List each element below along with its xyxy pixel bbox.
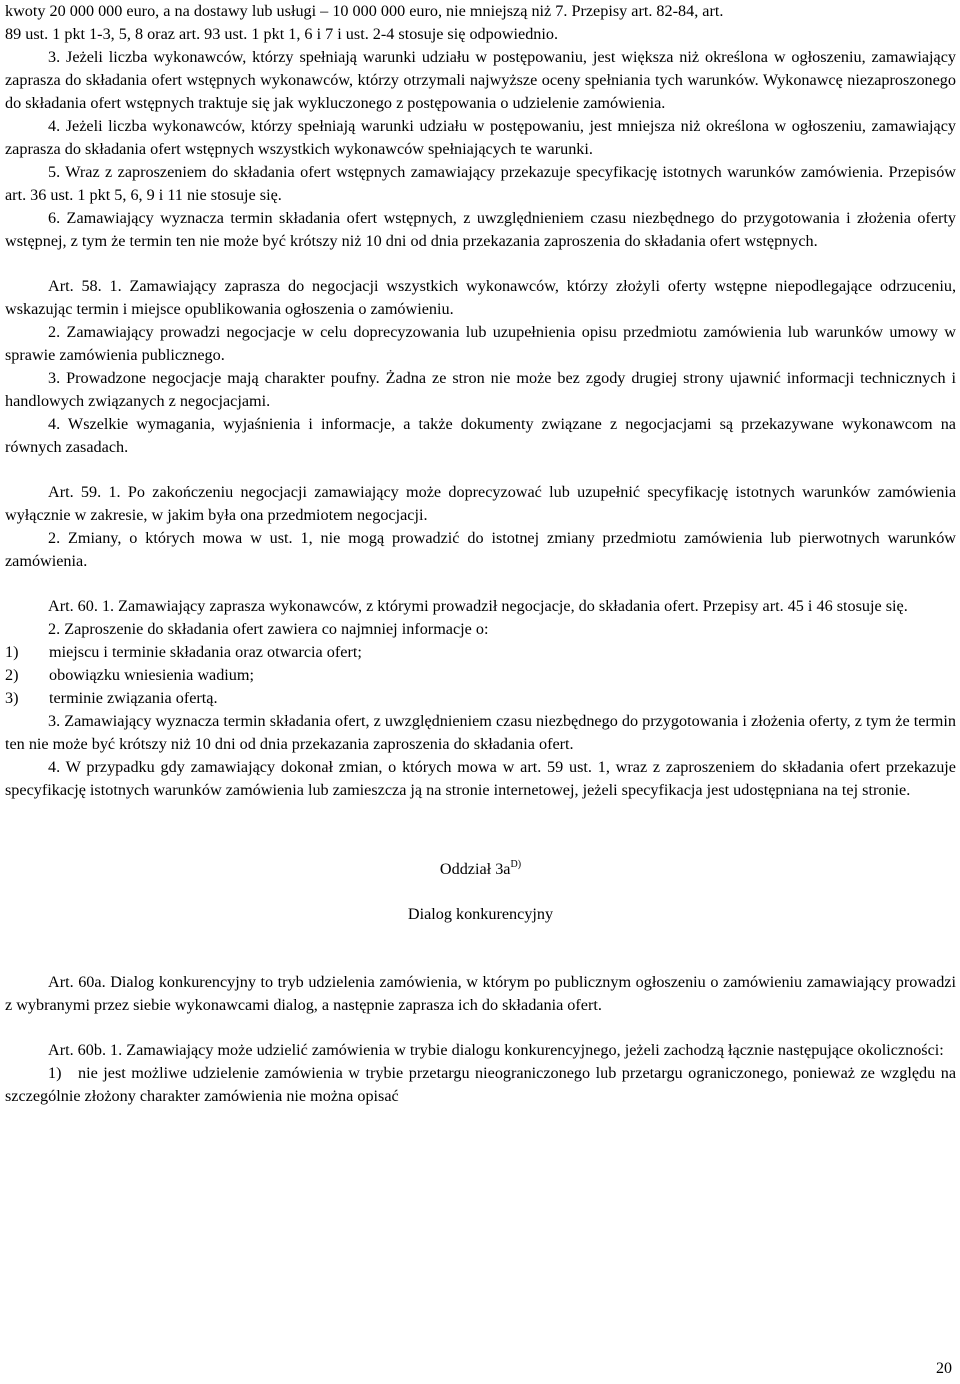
section-title [5,858,956,881]
art58-paragraph-3: 3. Prowadzone negocjacje mają charakter poufny. Żadna ze stron nie może bez zgody drugiej strony ujawnić informacji technicznych i handlowych związanych z negocjacjami. [5,369,956,410]
page-number: 20 [936,1360,952,1377]
list-item-number: 1) [5,643,19,661]
list-item-number: 2) [5,666,19,684]
list-item-text: miejscu i terminie składania oraz otwarcia ofert; [49,643,362,661]
art60-list-item [5,641,956,664]
art60-paragraph-3: 3. Zamawiający wyznacza termin składania ofert, z uwzględnieniem czasu niezbędnego do przygotowania i złożenia oferty, z tym że termin ten nie może być krótszy niż 10 dni od dnia przekazania zaproszenia do składania ofert. [5,712,956,753]
spacer [5,253,956,275]
art60-paragraph-2: 2. Zaproszenie do składania ofert zawiera co najmniej informacje o: [48,620,489,638]
art60a-paragraph: Art. 60a. Dialog konkurencyjny to tryb udzielenia zamówienia, w którym po publicznym ogłoszeniu o zamówieniu zamawiający prowadzi z wybranymi przez siebie wykonawcami dialog, a następnie zaprasza ich do składania ofert. [5,973,956,1014]
spacer [5,573,956,595]
spacer [5,802,956,858]
art59-paragraph-1: Art. 59. 1. Po zakończeniu negocjacji zamawiający może doprecyzować lub uzupełnić specyfikację istotnych warunków zamówienia wyłącznie w zakresie, w jakim była ona przedmiotem negocjacji. [5,483,956,524]
spacer [5,881,956,903]
spacer [5,1017,956,1039]
section-title-text: Oddział 3a [439,860,511,878]
spacer [5,459,956,481]
art57-paragraph-4: 4. Jeżeli liczba wykonawców, którzy spełniają warunki udziału w postępowaniu, jest mniejsza niż określona w ogłoszeniu, zamawiający zaprasza do składania ofert wstępnych wszystkich wykonawców spełniających te warunki. [5,117,956,158]
section-subtitle: Dialog konkurencyjny [407,905,554,923]
art59-paragraph-2: 2. Zmiany, o których mowa w ust. 1, nie mogą prowadzić do istotnej zmiany przedmiotu zamówienia lub pierwotnych warunków zamówienia. [5,529,956,570]
spacer [5,926,956,971]
section-title-footnote: D) [510,859,522,870]
list-item-text: terminie związania ofertą. [49,689,218,707]
art57-paragraph-6: 6. Zamawiający wyznacza termin składania ofert wstępnych, z uwzględnieniem czasu niezbędnego do przygotowania i złożenia oferty wstępnej, z tym że termin ten nie może być krótszy niż 10 dni od dnia przekazania zaproszenia do składania ofert wstępnych. [5,209,956,250]
art58-paragraph-4: 4. Wszelkie wymagania, wyjaśnienia i informacje, a także dokumenty związane z negocjacjami są przekazywane wykonawcom na równych zasadach. [5,415,956,456]
art57-paragraph-5: 5. Wraz z zaproszeniem do składania ofert wstępnych zamawiający przekazuje specyfikację istotnych warunków zamówienia. Przepisów art. 36 ust. 1 pkt 5, 6, 9 i 11 nie stosuje się. [5,163,956,204]
list-item-text: obowiązku wniesienia wadium; [49,666,254,684]
art60-paragraph-4: 4. W przypadku gdy zamawiający dokonał zmian, o których mowa w art. 59 ust. 1, wraz z zaproszeniem do składania ofert przekazuje specyfikację istotnych warunków zamówienia lub zamieszcza ją na stronie internetowej, jeżeli specyfikacja jest udostępniana na tej stronie. [5,758,956,799]
intro-line-2: 89 ust. 1 pkt 1-3, 5, 8 oraz art. 93 ust. 1 pkt 1, 6 i 7 i ust. 2-4 stosuje się odpowiednio. [5,25,559,43]
list-item-number: 3) [5,689,19,707]
document-page [5,0,956,1108]
art60-list-item [5,687,956,710]
art58-paragraph-1: Art. 58. 1. Zamawiający zaprasza do negocjacji wszystkich wykonawców, którzy złożyli oferty wstępne niepodlegające odrzuceniu, wskazując termin i miejsce opublikowania ogłoszenia o zamówieniu. [5,277,956,318]
art60b-paragraph-1: Art. 60b. 1. Zamawiający może udzielić zamówienia w trybie dialogu konkurencyjnego, jeżeli zachodzą łącznie następujące okoliczności: [48,1041,944,1059]
intro-line-1: kwoty 20 000 000 euro, a na dostawy lub usługi – 10 000 000 euro, nie mniejszą niż 7. Przepisy art. 82-84, art. [5,2,724,20]
list-item-text: nie jest możliwe udzielenie zamówienia w trybie przetargu nieograniczonego lub przetargu ograniczonego, ponieważ ze względu na szczególnie złożony charakter zamówienia nie można opisać [5,1064,957,1105]
art60-list-item [5,664,956,687]
art60b-item-1 [5,1062,956,1108]
art60-paragraph-1: Art. 60. 1. Zamawiający zaprasza wykonawców, z którymi prowadził negocjacje, do składania ofert. Przepisy art. 45 i 46 stosuje się. [48,597,908,615]
art57-paragraph-3: 3. Jeżeli liczba wykonawców, którzy spełniają warunki udziału w postępowaniu, jest większa niż określona w ogłoszeniu, zamawiający zaprasza do składania ofert wstępnych wykonawców, którzy otrzymali najwyższe oceny spełniania tych warunków. Wykonawcę niezaproszonego do składania ofert wstępnych traktuje się jak wykluczonego z postępowania o udzielenie zamówienia. [5,48,956,112]
art58-paragraph-2: 2. Zamawiający prowadzi negocjacje w celu doprecyzowania lub uzupełnienia opisu przedmiotu zamówienia lub warunków umowy w sprawie zamówienia publicznego. [5,323,956,364]
list-item-number: 1) [48,1064,62,1082]
